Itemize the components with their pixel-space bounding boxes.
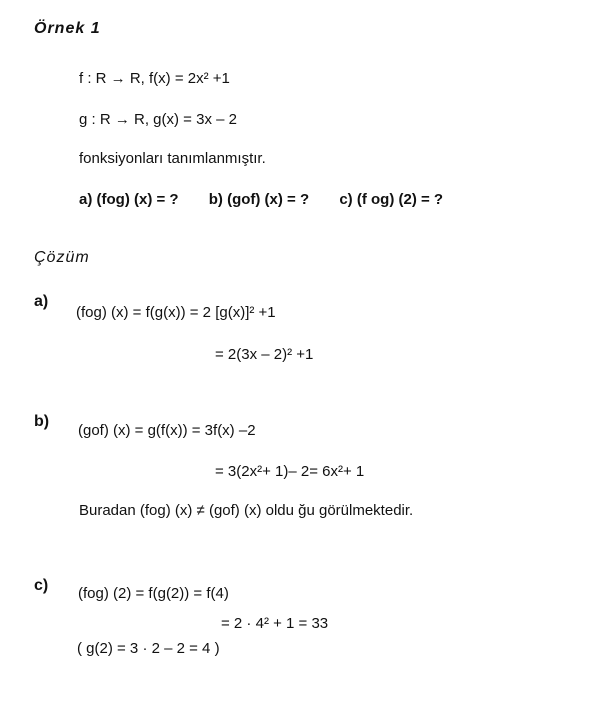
function-g-definition: g : R → R, g(x) = 3x – 2 <box>79 111 237 128</box>
definition-sentence: fonksiyonları tanımlanmıştır. <box>79 150 266 167</box>
part-b-step-1: (gof) (x) = g(f(x)) = 3f(x) –2 <box>78 422 256 439</box>
part-a-step-2: = 2(3x – 2)² +1 <box>215 346 314 363</box>
part-c-label: c) <box>34 577 49 594</box>
part-c-step-2: = 2 · 4² + 1 = 33 <box>221 615 329 632</box>
function-f-definition: f : R → R, f(x) = 2x² +1 <box>79 70 230 87</box>
question-c: c) (f og) (2) = ? <box>339 191 444 208</box>
part-b-step-2: = 3(2x²+ 1)– 2= 6x²+ 1 <box>215 463 365 480</box>
part-a-label: a) <box>34 293 49 310</box>
part-c-step-1: (fog) (2) = f(g(2)) = f(4) <box>78 585 229 602</box>
part-b-label: b) <box>34 413 50 430</box>
question-b: b) (gof) (x) = ? <box>208 191 310 208</box>
example-title: Örnek 1 <box>34 20 101 37</box>
part-a-step-1: (fog) (x) = f(g(x)) = 2 [g(x)]² +1 <box>76 304 276 321</box>
solution-title: Çözüm <box>34 249 90 266</box>
part-c-note: ( g(2) = 3 · 2 – 2 = 4 ) <box>77 640 220 657</box>
question-list <box>79 191 469 209</box>
part-b-conclusion: Buradan (fog) (x) ≠ (gof) (x) oldu ğu görülmektedir. <box>79 502 414 519</box>
question-a: a) (fog) (x) = ? <box>79 191 179 208</box>
